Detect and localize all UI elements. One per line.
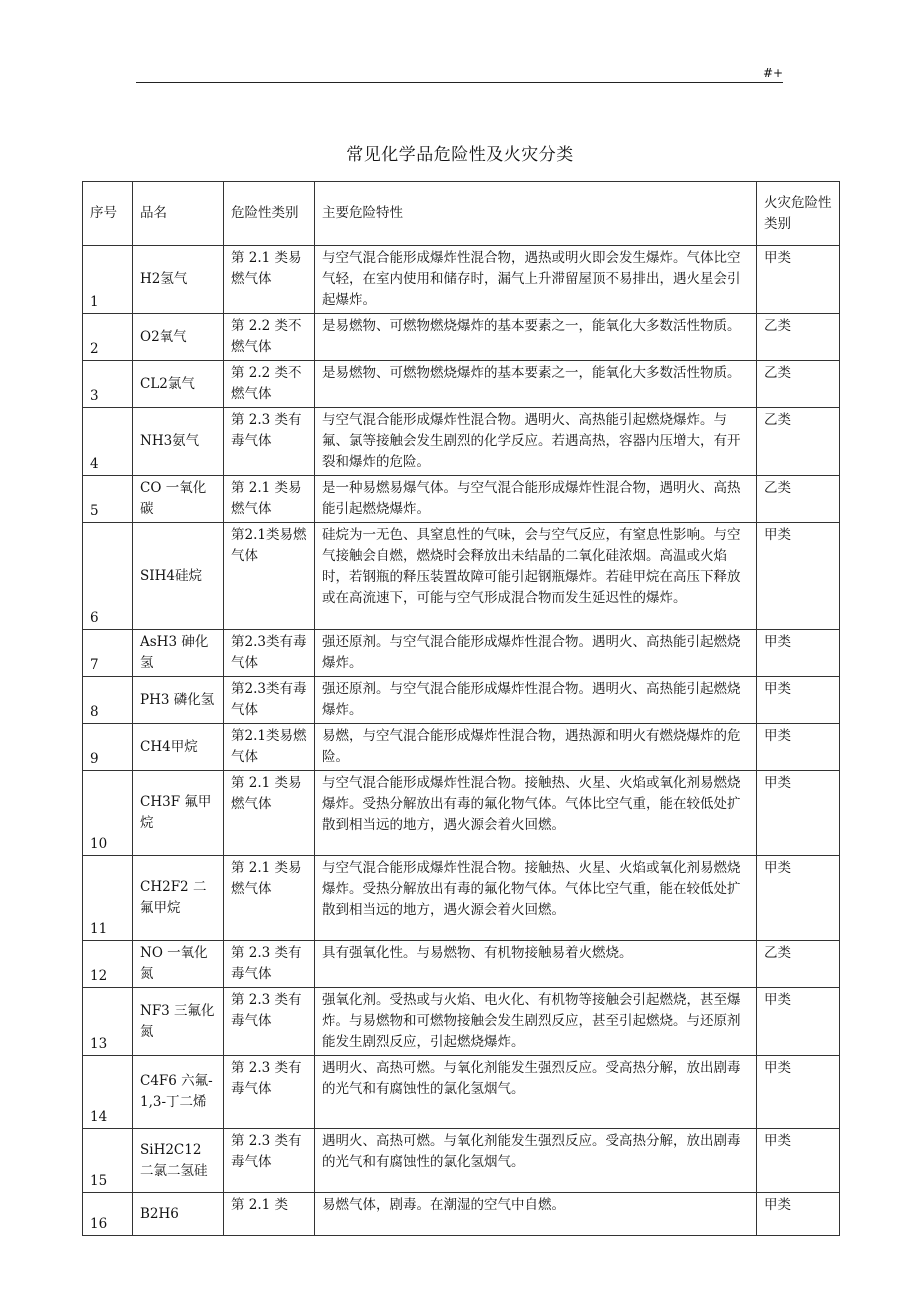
cell-no: 11	[83, 856, 133, 941]
table-row	[83, 361, 840, 408]
cell-fire-class: 甲类	[757, 1193, 840, 1236]
table-row	[83, 941, 840, 988]
cell-fire-class: 甲类	[757, 1129, 840, 1193]
cell-name: O2氧气	[133, 314, 224, 361]
cell-name: CH2F2 二氟甲烷	[133, 856, 224, 941]
cell-name: NO 一氧化氮	[133, 941, 224, 988]
cell-category: 第2.1类易燃气体	[224, 724, 315, 771]
cell-category: 第 2.1 类	[224, 1193, 315, 1236]
cell-category: 第 2.3 类有毒气体	[224, 1056, 315, 1129]
cell-hazard: 是易燃物、可燃物燃烧爆炸的基本要素之一，能氧化大多数活性物质。	[315, 361, 757, 408]
cell-name: SIH4硅烷	[133, 523, 224, 630]
cell-category: 第 2.2 类不燃气体	[224, 314, 315, 361]
cell-fire-class: 甲类	[757, 677, 840, 724]
table-row	[83, 523, 840, 630]
table-row	[83, 408, 840, 476]
table-row	[83, 677, 840, 724]
cell-fire-class: 乙类	[757, 314, 840, 361]
cell-no: 15	[83, 1129, 133, 1193]
table-row	[83, 630, 840, 677]
cell-category: 第2.3类有毒气体	[224, 630, 315, 677]
cell-no: 14	[83, 1056, 133, 1129]
table-row	[83, 1056, 840, 1129]
table-row	[83, 1193, 840, 1236]
cell-category: 第 2.3 类有毒气体	[224, 408, 315, 476]
table-row	[83, 246, 840, 314]
cell-category: 第 2.1 类易燃气体	[224, 771, 315, 856]
table-row	[83, 856, 840, 941]
header-fire-class: 火灾危险性类别	[757, 182, 840, 246]
cell-fire-class: 甲类	[757, 988, 840, 1056]
cell-no: 5	[83, 476, 133, 523]
cell-category: 第 2.3 类有毒气体	[224, 988, 315, 1056]
cell-hazard: 遇明火、高热可燃。与氧化剂能发生强烈反应。受高热分解，放出剧毒的光气和有腐蚀性的氯化氢烟气。	[315, 1056, 757, 1129]
cell-hazard: 与空气混合能形成爆炸性混合物，遇热或明火即会发生爆炸。气体比空气轻，在室内使用和储存时，漏气上升滞留屋顶不易排出，遇火星会引起爆炸。	[315, 246, 757, 314]
header-category: 危险性类别	[224, 182, 315, 246]
cell-no: 4	[83, 408, 133, 476]
cell-fire-class: 甲类	[757, 724, 840, 771]
cell-no: 6	[83, 523, 133, 630]
cell-name: CL2氯气	[133, 361, 224, 408]
cell-hazard: 与空气混合能形成爆炸性混合物。接触热、火星、火焰或氧化剂易燃烧爆炸。受热分解放出有毒的氟化物气体。气体比空气重，能在较低处扩散到相当远的地方，遇火源会着火回燃。	[315, 771, 757, 856]
cell-no: 13	[83, 988, 133, 1056]
cell-category: 第2.1类易燃气体	[224, 523, 315, 630]
cell-no: 8	[83, 677, 133, 724]
cell-name: H2氢气	[133, 246, 224, 314]
cell-name: AsH3 砷化氢	[133, 630, 224, 677]
cell-name: B2H6	[133, 1193, 224, 1236]
cell-hazard: 强氧化剂。受热或与火焰、电火化、有机物等接触会引起燃烧，甚至爆炸。与易燃物和可燃物接触会发生剧烈反应，甚至引起燃烧。与还原剂能发生剧烈反应，引起燃烧爆炸。	[315, 988, 757, 1056]
cell-name: SiH2C12 二氯二氢硅	[133, 1129, 224, 1193]
cell-category: 第 2.1 类易燃气体	[224, 856, 315, 941]
cell-name: CH3F 氟甲烷	[133, 771, 224, 856]
cell-hazard: 强还原剂。与空气混合能形成爆炸性混合物。遇明火、高热能引起燃烧爆炸。	[315, 677, 757, 724]
header-name: 品名	[133, 182, 224, 246]
cell-name: C4F6 六氟-1,3-丁二烯	[133, 1056, 224, 1129]
cell-fire-class: 乙类	[757, 408, 840, 476]
cell-fire-class: 甲类	[757, 630, 840, 677]
cell-no: 10	[83, 771, 133, 856]
cell-fire-class: 甲类	[757, 1056, 840, 1129]
cell-name: CO 一氧化碳	[133, 476, 224, 523]
header-rule	[136, 82, 783, 83]
table-row	[83, 771, 840, 856]
cell-hazard: 易燃，与空气混合能形成爆炸性混合物，遇热源和明火有燃烧爆炸的危险。	[315, 724, 757, 771]
cell-fire-class: 乙类	[757, 476, 840, 523]
cell-no: 2	[83, 314, 133, 361]
cell-hazard: 易燃气体，剧毒。在潮湿的空气中自燃。	[315, 1193, 757, 1236]
cell-no: 7	[83, 630, 133, 677]
cell-fire-class: 甲类	[757, 246, 840, 314]
header-hazard: 主要危险特性	[315, 182, 757, 246]
cell-category: 第2.3类有毒气体	[224, 677, 315, 724]
table-row	[83, 476, 840, 523]
cell-hazard: 与空气混合能形成爆炸性混合物。接触热、火星、火焰或氧化剂易燃烧爆炸。受热分解放出有毒的氟化物气体。气体比空气重，能在较低处扩散到相当远的地方，遇火源会着火回燃。	[315, 856, 757, 941]
cell-category: 第 2.1 类易燃气体	[224, 476, 315, 523]
table-row	[83, 1129, 840, 1193]
cell-no: 16	[83, 1193, 133, 1236]
cell-no: 9	[83, 724, 133, 771]
header-no: 序号	[83, 182, 133, 246]
cell-hazard: 硅烷为一无色、具窒息性的气味，会与空气反应，有窒息性影响。与空气接触会自燃，燃烧时会释放出未结晶的二氧化硅浓烟。高温或火焰时，若钢瓶的释压装置故障可能引起钢瓶爆炸。若硅甲烷在高压下释放或在高流速下，可能与空气形成混合物而发生延迟性的爆炸。	[315, 523, 757, 630]
table-header-row	[83, 182, 840, 246]
cell-fire-class: 甲类	[757, 523, 840, 630]
cell-hazard: 强还原剂。与空气混合能形成爆炸性混合物。遇明火、高热能引起燃烧爆炸。	[315, 630, 757, 677]
cell-category: 第 2.1 类易燃气体	[224, 246, 315, 314]
cell-no: 3	[83, 361, 133, 408]
document-title: 常见化学品危险性及火灾分类	[346, 145, 574, 165]
cell-name: NH3氨气	[133, 408, 224, 476]
cell-hazard: 是易燃物、可燃物燃烧爆炸的基本要素之一，能氧化大多数活性物质。	[315, 314, 757, 361]
cell-no: 12	[83, 941, 133, 988]
cell-category: 第 2.3 类有毒气体	[224, 941, 315, 988]
cell-no: 1	[83, 246, 133, 314]
hazard-table	[82, 181, 840, 1236]
cell-name: PH3 磷化氢	[133, 677, 224, 724]
cell-category: 第 2.3 类有毒气体	[224, 1129, 315, 1193]
cell-hazard: 是一种易燃易爆气体。与空气混合能形成爆炸性混合物，遇明火、高热能引起燃烧爆炸。	[315, 476, 757, 523]
cell-hazard: 具有强氧化性。与易燃物、有机物接触易着火燃烧。	[315, 941, 757, 988]
table-row	[83, 724, 840, 771]
table-row	[83, 314, 840, 361]
cell-name: NF3 三氟化氮	[133, 988, 224, 1056]
cell-name: CH4甲烷	[133, 724, 224, 771]
cell-hazard: 与空气混合能形成爆炸性混合物。遇明火、高热能引起燃烧爆炸。与氟、氯等接触会发生剧烈的化学反应。若遇高热，容器内压增大，有开裂和爆炸的危险。	[315, 408, 757, 476]
cell-fire-class: 乙类	[757, 361, 840, 408]
table-row	[83, 988, 840, 1056]
cell-category: 第 2.2 类不燃气体	[224, 361, 315, 408]
cell-fire-class: 乙类	[757, 941, 840, 988]
header-mark: #+	[763, 66, 784, 80]
cell-fire-class: 甲类	[757, 771, 840, 856]
cell-fire-class: 甲类	[757, 856, 840, 941]
cell-hazard: 遇明火、高热可燃。与氧化剂能发生强烈反应。受高热分解，放出剧毒的光气和有腐蚀性的氯化氢烟气。	[315, 1129, 757, 1193]
